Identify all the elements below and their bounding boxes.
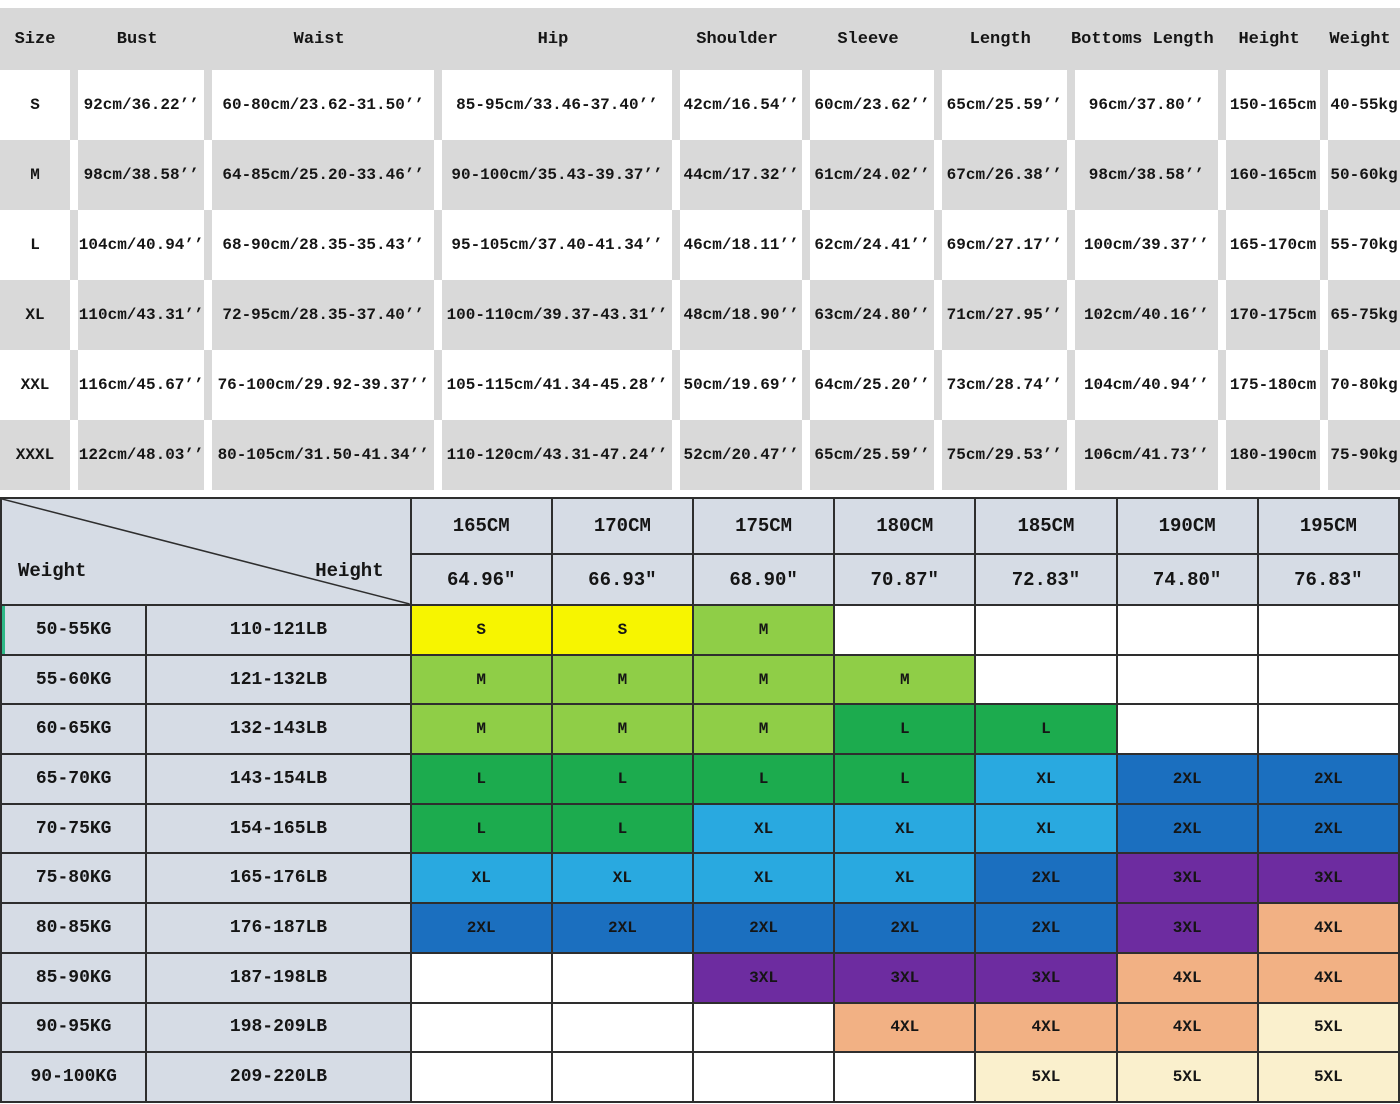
height-cm-header: 195CM bbox=[1258, 498, 1399, 554]
weight-lb-label: 165-176LB bbox=[146, 853, 410, 903]
recommended-size-cell: S bbox=[411, 605, 552, 655]
weight-kg-label: 55-60KG bbox=[1, 655, 146, 705]
recommended-size-cell: L bbox=[411, 804, 552, 854]
weight-lb-label: 110-121LB bbox=[146, 605, 410, 655]
empty-size-cell bbox=[411, 1003, 552, 1053]
recommended-size-cell: 5XL bbox=[1117, 1052, 1258, 1102]
size-table-cell: 50cm/19.69’’ bbox=[672, 350, 802, 420]
size-table-row bbox=[0, 350, 1400, 420]
size-table-row bbox=[0, 140, 1400, 210]
recommended-size-cell: 2XL bbox=[1258, 804, 1399, 854]
recommended-size-cell: M bbox=[693, 704, 834, 754]
height-inch-header: 66.93″ bbox=[552, 554, 693, 605]
recommended-size-cell: L bbox=[975, 704, 1116, 754]
recommended-size-cell: XL bbox=[975, 804, 1116, 854]
fit-matrix-row bbox=[1, 903, 1399, 953]
size-table-cell: 76-100cm/29.92-39.37’’ bbox=[204, 350, 434, 420]
recommended-size-cell: 5XL bbox=[975, 1052, 1116, 1102]
size-table-cell: 75-90kg bbox=[1320, 420, 1400, 490]
weight-axis-label: Weight bbox=[18, 559, 87, 582]
empty-size-cell bbox=[834, 605, 975, 655]
recommended-size-cell: 4XL bbox=[1258, 903, 1399, 953]
size-column-header: Waist bbox=[293, 29, 345, 49]
fit-matrix-cm-row bbox=[1, 498, 1399, 554]
empty-size-cell bbox=[552, 953, 693, 1003]
recommended-size-cell: L bbox=[552, 754, 693, 804]
weight-kg-label: 50-55KG bbox=[1, 605, 146, 655]
recommended-size-cell: L bbox=[834, 754, 975, 804]
recommended-size-cell: 2XL bbox=[975, 853, 1116, 903]
recommended-size-cell: 3XL bbox=[1117, 903, 1258, 953]
fit-matrix-row bbox=[1, 804, 1399, 854]
recommended-size-cell: 5XL bbox=[1258, 1003, 1399, 1053]
height-axis-label: Height bbox=[315, 559, 384, 582]
size-table-cell: 69cm/27.17’’ bbox=[934, 210, 1067, 280]
size-table-cell: 52cm/20.47’’ bbox=[672, 420, 802, 490]
size-table-cell: 64cm/25.20’’ bbox=[802, 350, 934, 420]
size-table-cell: 110cm/43.31’’ bbox=[70, 280, 204, 350]
height-inch-header: 74.80″ bbox=[1117, 554, 1258, 605]
weight-lb-label: 121-132LB bbox=[146, 655, 410, 705]
recommended-size-cell: XL bbox=[834, 804, 975, 854]
size-table-cell: 100-110cm/39.37-43.31’’ bbox=[434, 280, 672, 350]
recommended-size-cell: M bbox=[693, 655, 834, 705]
fit-matrix-row bbox=[1, 853, 1399, 903]
size-table-cell: 110-120cm/43.31-47.24’’ bbox=[434, 420, 672, 490]
height-cm-header: 180CM bbox=[834, 498, 975, 554]
height-inch-header: 70.87″ bbox=[834, 554, 975, 605]
recommended-size-cell: M bbox=[552, 655, 693, 705]
size-table-cell: 80-105cm/31.50-41.34’’ bbox=[204, 420, 434, 490]
size-table-cell: 104cm/40.94’’ bbox=[1067, 350, 1218, 420]
size-table-cell: 50-60kg bbox=[1320, 140, 1400, 210]
size-table-cell: 92cm/36.22’’ bbox=[70, 70, 204, 140]
recommended-size-cell: 4XL bbox=[1117, 953, 1258, 1003]
size-table-cell: 96cm/37.80’’ bbox=[1067, 70, 1218, 140]
size-table-cell: 70-80kg bbox=[1320, 350, 1400, 420]
fit-matrix bbox=[0, 497, 1400, 1103]
size-table-row bbox=[0, 70, 1400, 140]
size-table-cell: 62cm/24.41’’ bbox=[802, 210, 934, 280]
size-table-cell: 61cm/24.02’’ bbox=[802, 140, 934, 210]
fit-matrix-row bbox=[1, 1003, 1399, 1053]
recommended-size-cell: XL bbox=[552, 853, 693, 903]
size-table-cell: 44cm/17.32’’ bbox=[672, 140, 802, 210]
empty-size-cell bbox=[552, 1052, 693, 1102]
size-column-header: Hip bbox=[537, 29, 569, 49]
size-column-header: Length bbox=[969, 29, 1031, 49]
size-table-header-row bbox=[0, 8, 1400, 70]
recommended-size-cell: 2XL bbox=[693, 903, 834, 953]
empty-size-cell bbox=[975, 655, 1116, 705]
weight-kg-label: 90-100KG bbox=[1, 1052, 146, 1102]
size-table-cell: 100cm/39.37’’ bbox=[1067, 210, 1218, 280]
size-column-header: Weight bbox=[1329, 29, 1391, 49]
recommended-size-cell: 3XL bbox=[834, 953, 975, 1003]
size-table-cell: 180-190cm bbox=[1218, 420, 1320, 490]
fit-matrix-row bbox=[1, 655, 1399, 705]
recommended-size-cell: 2XL bbox=[411, 903, 552, 953]
recommended-size-cell: 2XL bbox=[1117, 754, 1258, 804]
recommended-size-cell: 4XL bbox=[834, 1003, 975, 1053]
empty-size-cell bbox=[411, 953, 552, 1003]
recommended-size-cell: L bbox=[834, 704, 975, 754]
size-column-header: Bust bbox=[116, 29, 158, 49]
size-table-cell: 116cm/45.67’’ bbox=[70, 350, 204, 420]
fit-matrix-row bbox=[1, 704, 1399, 754]
size-table-cell: 98cm/38.58’’ bbox=[70, 140, 204, 210]
weight-kg-label: 70-75KG bbox=[1, 804, 146, 854]
height-cm-header: 170CM bbox=[552, 498, 693, 554]
size-table-cell: 95-105cm/37.40-41.34’’ bbox=[434, 210, 672, 280]
height-inch-header: 64.96″ bbox=[411, 554, 552, 605]
size-column-header: Sleeve bbox=[837, 29, 899, 49]
empty-size-cell bbox=[1117, 704, 1258, 754]
size-table-cell: 150-165cm bbox=[1218, 70, 1320, 140]
recommended-size-cell: M bbox=[411, 704, 552, 754]
weight-lb-label: 132-143LB bbox=[146, 704, 410, 754]
size-table-cell: 165-170cm bbox=[1218, 210, 1320, 280]
weight-lb-label: 209-220LB bbox=[146, 1052, 410, 1102]
weight-kg-label: 60-65KG bbox=[1, 704, 146, 754]
recommended-size-cell: 4XL bbox=[1258, 953, 1399, 1003]
recommended-size-cell: XL bbox=[411, 853, 552, 903]
weight-lb-label: 143-154LB bbox=[146, 754, 410, 804]
weight-kg-label: 75-80KG bbox=[1, 853, 146, 903]
fit-matrix-row bbox=[1, 754, 1399, 804]
size-table-cell: 175-180cm bbox=[1218, 350, 1320, 420]
recommended-size-cell: M bbox=[552, 704, 693, 754]
height-inch-header: 76.83″ bbox=[1258, 554, 1399, 605]
size-table-cell: 98cm/38.58’’ bbox=[1067, 140, 1218, 210]
empty-size-cell bbox=[1117, 605, 1258, 655]
recommended-size-cell: 4XL bbox=[975, 1003, 1116, 1053]
recommended-size-cell: 2XL bbox=[1258, 754, 1399, 804]
size-table-cell: 106cm/41.73’’ bbox=[1067, 420, 1218, 490]
weight-lb-label: 198-209LB bbox=[146, 1003, 410, 1053]
recommended-size-cell: L bbox=[411, 754, 552, 804]
recommended-size-cell: 5XL bbox=[1258, 1052, 1399, 1102]
size-table-cell: 71cm/27.95’’ bbox=[934, 280, 1067, 350]
recommended-size-cell: L bbox=[693, 754, 834, 804]
size-table-cell: 65cm/25.59’’ bbox=[802, 420, 934, 490]
size-table-cell: 40-55kg bbox=[1320, 70, 1400, 140]
size-table-cell: 85-95cm/33.46-37.40’’ bbox=[434, 70, 672, 140]
fit-matrix-corner-cell bbox=[1, 498, 411, 605]
recommended-size-cell: L bbox=[552, 804, 693, 854]
empty-size-cell bbox=[1258, 704, 1399, 754]
recommended-size-cell: XL bbox=[834, 853, 975, 903]
size-table-cell: 160-165cm bbox=[1218, 140, 1320, 210]
weight-kg-label: 80-85KG bbox=[1, 903, 146, 953]
size-row-label: XXL bbox=[0, 350, 70, 420]
recommended-size-cell: 3XL bbox=[1117, 853, 1258, 903]
size-table-cell: 46cm/18.11’’ bbox=[672, 210, 802, 280]
height-inch-header: 72.83″ bbox=[975, 554, 1116, 605]
size-table-cell: 170-175cm bbox=[1218, 280, 1320, 350]
empty-size-cell bbox=[975, 605, 1116, 655]
size-table-cell: 68-90cm/28.35-35.43’’ bbox=[204, 210, 434, 280]
size-column-header: Bottoms Length bbox=[1070, 29, 1214, 49]
recommended-size-cell: M bbox=[693, 605, 834, 655]
recommended-size-cell: 2XL bbox=[834, 903, 975, 953]
size-table-row bbox=[0, 280, 1400, 350]
size-table-cell: 60-80cm/23.62-31.50’’ bbox=[204, 70, 434, 140]
size-row-label: S bbox=[0, 70, 70, 140]
size-table bbox=[0, 0, 1400, 490]
empty-size-cell bbox=[411, 1052, 552, 1102]
recommended-size-cell: S bbox=[552, 605, 693, 655]
diagonal-divider-line bbox=[2, 499, 410, 604]
recommended-size-cell: M bbox=[411, 655, 552, 705]
height-cm-header: 190CM bbox=[1117, 498, 1258, 554]
weight-kg-label: 90-95KG bbox=[1, 1003, 146, 1053]
empty-size-cell bbox=[1258, 605, 1399, 655]
size-table-cell: 65cm/25.59’’ bbox=[934, 70, 1067, 140]
recommended-size-cell: 3XL bbox=[975, 953, 1116, 1003]
size-table-cell: 67cm/26.38’’ bbox=[934, 140, 1067, 210]
weight-kg-label: 65-70KG bbox=[1, 754, 146, 804]
size-column-header: Height bbox=[1238, 29, 1300, 49]
empty-size-cell bbox=[693, 1052, 834, 1102]
height-cm-header: 175CM bbox=[693, 498, 834, 554]
size-table-cell: 64-85cm/25.20-33.46’’ bbox=[204, 140, 434, 210]
fit-matrix-row bbox=[1, 605, 1399, 655]
recommended-size-cell: 2XL bbox=[552, 903, 693, 953]
recommended-size-cell: M bbox=[834, 655, 975, 705]
weight-lb-label: 154-165LB bbox=[146, 804, 410, 854]
recommended-size-cell: 2XL bbox=[1117, 804, 1258, 854]
size-table-row bbox=[0, 420, 1400, 490]
weight-lb-label: 176-187LB bbox=[146, 903, 410, 953]
recommended-size-cell: XL bbox=[693, 853, 834, 903]
empty-size-cell bbox=[552, 1003, 693, 1053]
empty-size-cell bbox=[834, 1052, 975, 1102]
recommended-size-cell: 3XL bbox=[693, 953, 834, 1003]
size-table-cell: 63cm/24.80’’ bbox=[802, 280, 934, 350]
empty-size-cell bbox=[693, 1003, 834, 1053]
recommended-size-cell: 3XL bbox=[1258, 853, 1399, 903]
size-column-header: Shoulder bbox=[696, 29, 778, 49]
height-cm-header: 165CM bbox=[411, 498, 552, 554]
fit-matrix-row bbox=[1, 953, 1399, 1003]
size-table-row bbox=[0, 210, 1400, 280]
recommended-size-cell: XL bbox=[975, 754, 1116, 804]
size-table-cell: 42cm/16.54’’ bbox=[672, 70, 802, 140]
size-table-cell: 48cm/18.90’’ bbox=[672, 280, 802, 350]
empty-size-cell bbox=[1258, 655, 1399, 705]
recommended-size-cell: 2XL bbox=[975, 903, 1116, 953]
size-table-cell: 122cm/48.03’’ bbox=[70, 420, 204, 490]
weight-lb-label: 187-198LB bbox=[146, 953, 410, 1003]
height-inch-header: 68.90″ bbox=[693, 554, 834, 605]
size-table-cell: 75cm/29.53’’ bbox=[934, 420, 1067, 490]
recommended-size-cell: XL bbox=[693, 804, 834, 854]
size-table-cell: 72-95cm/28.35-37.40’’ bbox=[204, 280, 434, 350]
size-row-label: XXXL bbox=[0, 420, 70, 490]
recommended-size-cell: 4XL bbox=[1117, 1003, 1258, 1053]
size-row-label: L bbox=[0, 210, 70, 280]
size-table-cell: 55-70kg bbox=[1320, 210, 1400, 280]
size-row-label: M bbox=[0, 140, 70, 210]
weight-kg-label: 85-90KG bbox=[1, 953, 146, 1003]
fit-matrix-row bbox=[1, 1052, 1399, 1102]
size-table-cell: 90-100cm/35.43-39.37’’ bbox=[434, 140, 672, 210]
size-table-cell: 102cm/40.16’’ bbox=[1067, 280, 1218, 350]
size-row-label: XL bbox=[0, 280, 70, 350]
size-table-cell: 60cm/23.62’’ bbox=[802, 70, 934, 140]
size-table-cell: 104cm/40.94’’ bbox=[70, 210, 204, 280]
size-table-cell: 65-75kg bbox=[1320, 280, 1400, 350]
empty-size-cell bbox=[1117, 655, 1258, 705]
height-cm-header: 185CM bbox=[975, 498, 1116, 554]
size-column-header: Size bbox=[14, 29, 56, 49]
size-table-cell: 73cm/28.74’’ bbox=[934, 350, 1067, 420]
size-table-cell: 105-115cm/41.34-45.28’’ bbox=[434, 350, 672, 420]
